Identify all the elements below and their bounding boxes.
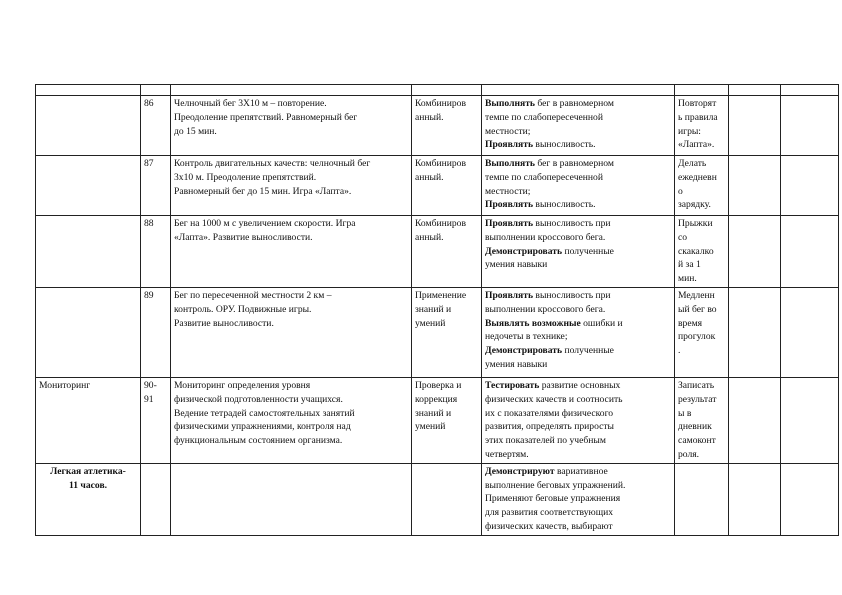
activity-line xyxy=(485,245,671,259)
header-cell xyxy=(412,85,482,96)
activity-text: полученные xyxy=(562,245,614,257)
cell-line: Комбиниров xyxy=(415,158,467,169)
cell-line: физической подготовленности учащихся. xyxy=(174,393,343,405)
cell-line: знаний и xyxy=(415,407,452,419)
header-row xyxy=(36,85,839,96)
activity-verb: Демонстрировать xyxy=(485,345,563,357)
homework xyxy=(675,96,729,156)
cell-line: анный. xyxy=(415,231,444,243)
activity-line xyxy=(485,198,671,212)
activity-line xyxy=(485,344,671,358)
cell-line: самоконт xyxy=(678,435,716,447)
cell-line: функциональным состоянием организма. xyxy=(174,435,343,447)
cell-line: Прыжки xyxy=(678,218,713,229)
empty-cell xyxy=(781,96,839,156)
cell-line: Комбиниров xyxy=(415,98,467,109)
activity-text: их с показателями физического xyxy=(485,407,614,419)
activity-text: развитие основных xyxy=(539,379,621,391)
empty-cell xyxy=(781,463,839,535)
empty-cell xyxy=(729,377,781,463)
table-row xyxy=(36,96,839,156)
activity-text: выносливость при xyxy=(533,218,611,229)
activity-line xyxy=(485,492,671,506)
activity-verb: Выполнять xyxy=(485,98,535,109)
student-activity xyxy=(482,377,675,463)
table-row xyxy=(36,156,839,216)
header-cell xyxy=(36,85,141,96)
cell-line: умений xyxy=(415,317,446,329)
empty-cell xyxy=(729,156,781,216)
cell-line: Ведение тетрадей самостоятельных занятий xyxy=(174,407,355,419)
activity-verb: Выполнять xyxy=(485,158,535,169)
activity-text: Применяют беговые упражнения xyxy=(485,493,621,505)
activity-text: выполнении кроссового бега. xyxy=(485,231,606,243)
activity-text: физических качеств, выбирают xyxy=(485,520,613,532)
activity-line xyxy=(485,330,671,344)
header-cell xyxy=(141,85,171,96)
activity-text: темпе по слабопересеченной xyxy=(485,111,603,123)
cell-line: Развитие выносливости. xyxy=(174,317,274,329)
activity-text: четвертям. xyxy=(485,448,529,460)
table-row xyxy=(36,287,839,377)
lesson-number xyxy=(141,463,171,535)
activity-text: умения навыки xyxy=(485,358,548,370)
lesson-topic xyxy=(171,287,412,377)
cell-line: ежедневн xyxy=(678,171,717,183)
empty-cell xyxy=(781,216,839,288)
lesson-type xyxy=(412,287,482,377)
activity-text: местности; xyxy=(485,185,531,197)
cell-line: Контроль двигательных качеств: челночный бег xyxy=(174,158,371,169)
section-cell xyxy=(36,156,141,216)
section-cell: Легкая атлетика- 11 часов. xyxy=(36,463,141,535)
cell-line: игры: xyxy=(678,125,701,137)
cell-line: Бег на 1000 м с увеличением скорости. Игра xyxy=(174,218,356,229)
empty-cell xyxy=(729,96,781,156)
cell-line: Применение xyxy=(415,289,467,301)
lesson-topic xyxy=(171,463,412,535)
empty-cell xyxy=(781,287,839,377)
activity-line xyxy=(485,303,671,317)
cell-line: ы в xyxy=(678,407,692,419)
cell-line: «Лапта». xyxy=(678,139,715,151)
cell-line: анный. xyxy=(415,111,444,123)
cell-line: анный. xyxy=(415,171,444,183)
activity-line xyxy=(485,393,671,407)
activity-text: недочеты в технике; xyxy=(485,331,568,343)
lesson-topic xyxy=(171,377,412,463)
empty-cell xyxy=(781,377,839,463)
section-cell xyxy=(36,287,141,377)
cell-line: Записать xyxy=(678,379,715,391)
activity-line xyxy=(485,448,671,462)
activity-text: полученные xyxy=(562,345,614,357)
activity-line xyxy=(485,434,671,448)
activity-line xyxy=(485,138,671,152)
activity-line xyxy=(485,520,671,534)
cell-line: скакалко xyxy=(678,245,714,257)
activity-text: бег в равномерном xyxy=(534,158,614,169)
lesson-type xyxy=(412,463,482,535)
homework xyxy=(675,463,729,535)
cell-line: 3х10 м. Преодоление препятствий. xyxy=(174,171,317,183)
cell-line: «Лапта». Развитие выносливости. xyxy=(174,231,313,243)
student-activity xyxy=(482,287,675,377)
cell-line: роля. xyxy=(678,448,700,460)
cell-line: время xyxy=(678,317,703,329)
empty-cell xyxy=(781,156,839,216)
cell-line: прогулок xyxy=(678,331,716,343)
activity-text: умения навыки xyxy=(485,259,548,271)
activity-text: местности; xyxy=(485,125,531,137)
activity-text: этих показателей по учебным xyxy=(485,435,606,447)
activity-text: бег в равномерном xyxy=(534,98,614,109)
activity-line xyxy=(485,465,671,479)
student-activity xyxy=(482,156,675,216)
table-row xyxy=(36,377,839,463)
activity-verb: Проявлять xyxy=(485,218,534,229)
cell-line: со xyxy=(678,231,688,243)
cell-line: дневник xyxy=(678,421,712,433)
cell-line: контроль. ОРУ. Подвижные игры. xyxy=(174,303,312,315)
lesson-number: 87 xyxy=(141,156,171,216)
activity-text: вариативное xyxy=(554,465,608,477)
activity-line xyxy=(485,317,671,331)
activity-text: физических качеств и соотносить xyxy=(485,393,623,405)
section-cell xyxy=(36,96,141,156)
cell-line: мин. xyxy=(678,273,697,285)
header-cell xyxy=(171,85,412,96)
cell-line: Проверка и xyxy=(415,379,462,391)
cell-line: . xyxy=(678,345,681,357)
cell-line: Делать xyxy=(678,158,707,169)
activity-text: ошибки и xyxy=(580,317,623,329)
activity-line xyxy=(485,157,671,171)
activity-verb: Демонстрируют xyxy=(485,465,555,477)
lesson-topic xyxy=(171,156,412,216)
empty-cell xyxy=(729,216,781,288)
cell-line: зарядку. xyxy=(678,199,711,211)
student-activity xyxy=(482,216,675,288)
cell-line: ый бег во xyxy=(678,303,717,315)
activity-line xyxy=(485,258,671,272)
activity-text: выносливость. xyxy=(533,139,596,151)
activity-line xyxy=(485,217,671,231)
header-cell xyxy=(675,85,729,96)
activity-verb: Демонстрировать xyxy=(485,245,563,257)
cell-line: Медленн xyxy=(678,289,715,301)
activity-text: выносливость. xyxy=(533,199,596,211)
student-activity xyxy=(482,96,675,156)
lesson-number: 90- 91 xyxy=(141,377,171,463)
activity-line xyxy=(485,185,671,199)
header-cell xyxy=(729,85,781,96)
cell-line: й за 1 xyxy=(678,259,701,271)
cell-line: Челночный бег 3Х10 м – повторение. xyxy=(174,98,327,109)
empty-cell xyxy=(729,287,781,377)
cell-line: умений xyxy=(415,421,446,433)
activity-verb: Проявлять xyxy=(485,199,534,211)
activity-line xyxy=(485,420,671,434)
lesson-number: 88 xyxy=(141,216,171,288)
empty-cell xyxy=(729,463,781,535)
table-body xyxy=(36,85,839,536)
activity-text: для развития соответствующих xyxy=(485,507,614,519)
lesson-topic xyxy=(171,96,412,156)
cell-line: до 15 мин. xyxy=(174,125,217,137)
activity-verb: Тестировать xyxy=(485,379,540,391)
activity-line xyxy=(485,289,671,303)
activity-line xyxy=(485,506,671,520)
activity-text: выполнение беговых упражнений. xyxy=(485,479,626,491)
cell-line: Мониторинг определения уровня xyxy=(174,379,311,391)
cell-line: о xyxy=(678,185,683,197)
activity-verb: Проявлять xyxy=(485,139,534,151)
lesson-number: 86 xyxy=(141,96,171,156)
activity-line xyxy=(485,479,671,493)
lesson-type xyxy=(412,377,482,463)
activity-line xyxy=(485,379,671,393)
homework xyxy=(675,377,729,463)
activity-line xyxy=(485,407,671,421)
activity-line xyxy=(485,97,671,111)
table-row xyxy=(36,463,839,535)
cell-line: Повторят xyxy=(678,98,717,109)
table-row xyxy=(36,216,839,288)
activity-verb: Проявлять xyxy=(485,289,534,301)
cell-line: Равномерный бег до 15 мин. Игра «Лапта». xyxy=(174,185,352,197)
lesson-type xyxy=(412,96,482,156)
activity-verb: Выявлять возможные xyxy=(485,317,581,329)
lesson-plan-table xyxy=(35,84,839,536)
activity-text: выполнении кроссового бега. xyxy=(485,303,606,315)
homework xyxy=(675,156,729,216)
section-cell: Мониторинг xyxy=(36,377,141,463)
cell-line: результат xyxy=(678,393,717,405)
lesson-type xyxy=(412,156,482,216)
cell-line: физическими упражнениями, контроля над xyxy=(174,421,351,433)
activity-text: выносливость при xyxy=(533,289,611,301)
lesson-type xyxy=(412,216,482,288)
activity-line xyxy=(485,125,671,139)
header-cell xyxy=(482,85,675,96)
lesson-topic xyxy=(171,216,412,288)
cell-line: Преодоление препятствий. Равномерный бег xyxy=(174,111,358,123)
activity-line xyxy=(485,111,671,125)
activity-line xyxy=(485,171,671,185)
cell-line: Комбиниров xyxy=(415,218,467,229)
section-cell xyxy=(36,216,141,288)
homework xyxy=(675,216,729,288)
cell-line: коррекция xyxy=(415,393,458,405)
activity-line xyxy=(485,231,671,245)
activity-line xyxy=(485,358,671,372)
activity-text: развития, определять приросты xyxy=(485,421,615,433)
header-cell xyxy=(781,85,839,96)
lesson-number: 89 xyxy=(141,287,171,377)
activity-text: темпе по слабопересеченной xyxy=(485,171,603,183)
cell-line: Бег по пересеченной местности 2 км – xyxy=(174,289,332,301)
cell-line: знаний и xyxy=(415,303,452,315)
student-activity xyxy=(482,463,675,535)
cell-line: ь правила xyxy=(678,111,718,123)
homework xyxy=(675,287,729,377)
